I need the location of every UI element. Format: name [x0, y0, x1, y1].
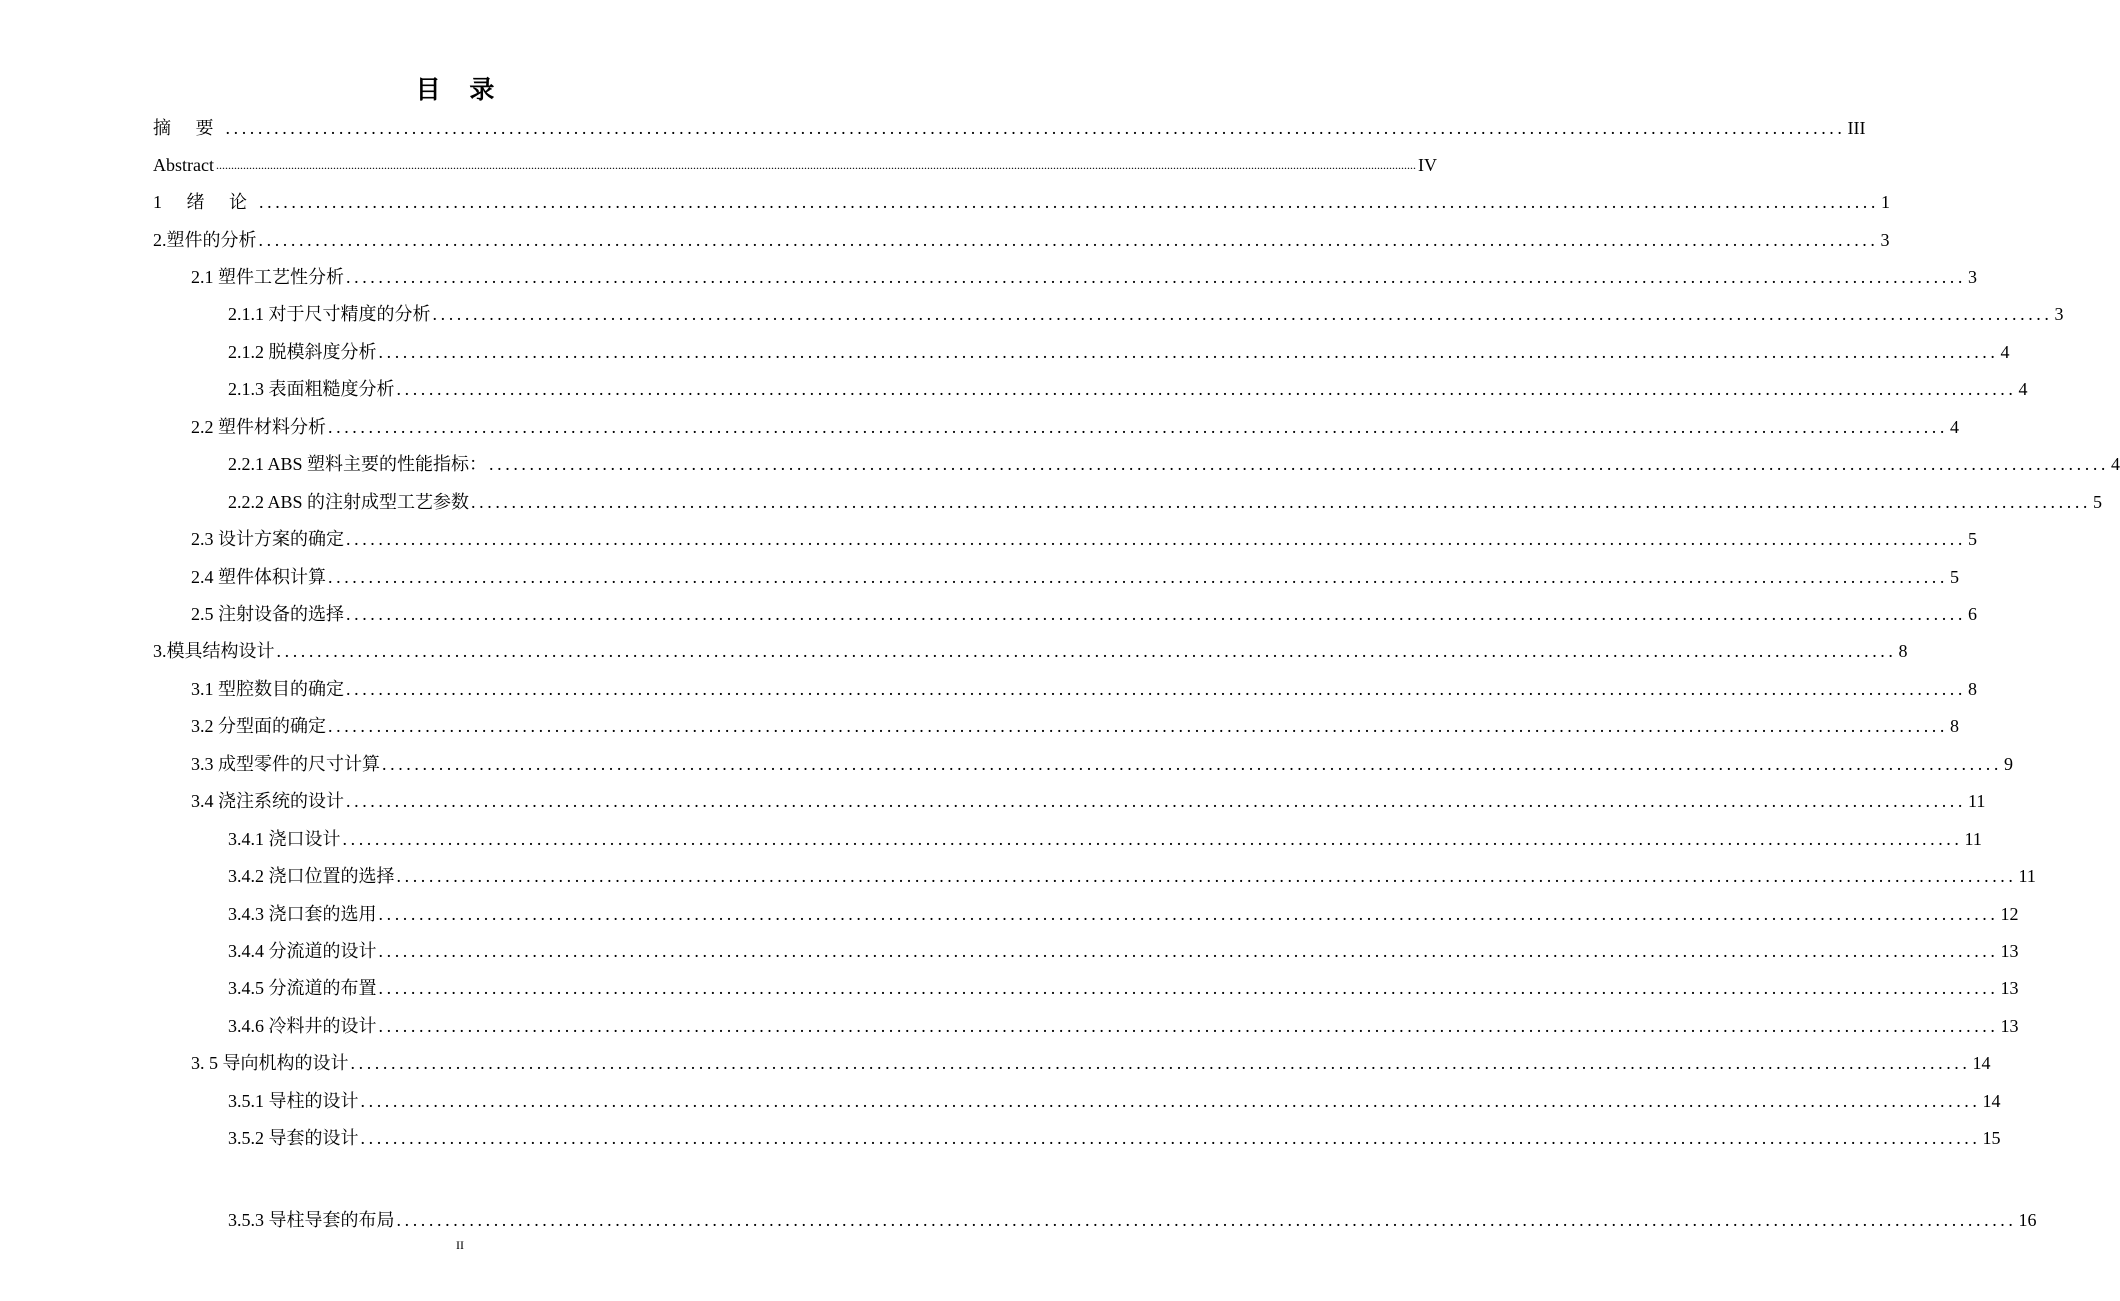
toc-leader-dots: ........................................................................................................................................................................................................ — [360, 1128, 1981, 1148]
toc-leader-dots: ........................................................................................................................................................................................................ — [396, 1210, 2017, 1230]
toc-entry[interactable] — [228, 971, 2019, 999]
toc-entry-page: 14 — [1982, 1091, 2001, 1111]
toc-entry-label: 3.1 型腔数目的确定 — [191, 679, 344, 699]
toc-entry-page: 6 — [1968, 604, 1977, 624]
page-title: 目 录 — [415, 75, 505, 104]
toc-entry-label: 3.5.3 导柱导套的布局 — [228, 1210, 395, 1230]
toc-leader-dots: ........................................................................................................................................................................................................ — [432, 304, 2053, 324]
toc-entry-page: 4 — [2111, 454, 2120, 474]
toc-entry[interactable] — [191, 560, 1959, 588]
toc-entry[interactable] — [228, 1121, 2001, 1149]
toc-leader-dots: ........................................................................................................................................................................................................ — [346, 267, 1966, 287]
toc-leader-dots: ........................................................................................................................................................................................................ — [258, 230, 1879, 250]
toc-leader-dots: ................................................................................................................................................................................................................................................................................................................................................................................................................ — [215, 158, 1416, 172]
toc-entry-page: 5 — [2093, 492, 2103, 512]
toc-entry-label: 2.1.2 脱模斜度分析 — [228, 342, 377, 362]
toc-leader-dots: ........................................................................................................................................................................................................ — [328, 567, 1948, 587]
toc-entry[interactable] — [228, 1009, 2019, 1037]
toc-leader-dots: ........................................................................................................................................................................................................ — [328, 417, 1948, 437]
toc-entry[interactable] — [191, 784, 1986, 812]
toc-leader-dots: ........................................................................................................................................................................................................ — [350, 1053, 1971, 1073]
toc-leader-dots: ........................................................................................................................................................................................................ — [378, 342, 1999, 362]
toc-entry-label: 3.模具结构设计 — [153, 641, 275, 661]
toc-entry-label: 3.4.5 分流道的布置 — [228, 978, 377, 998]
toc-entry-label: 3.5.2 导套的设计 — [228, 1128, 359, 1148]
toc-entry-page: 5 — [1950, 567, 1959, 587]
toc-entry-label: 1 绪 论 — [153, 192, 257, 212]
toc-leader-dots: ........................................................................................................................................................................................................ — [276, 641, 1897, 661]
toc-entry-page: 5 — [1968, 529, 1977, 549]
toc-entry-page: 4 — [2018, 379, 2028, 399]
toc-entry-label: 2.2.1 ABS 塑料主要的性能指标： — [228, 454, 488, 474]
toc-entry-label: 3.4.2 浇口位置的选择 — [228, 866, 395, 886]
toc-leader-dots: ........................................................................................................................................................................................................ — [259, 192, 1879, 212]
toc-leader-dots: ........................................................................................................................................................................................................ — [396, 866, 2017, 886]
toc-leader-dots: ........................................................................................................................................................................................................ — [346, 791, 1966, 811]
toc-entry[interactable] — [191, 709, 1959, 737]
toc-entry[interactable] — [153, 223, 1890, 251]
toc-leader-dots: ........................................................................................................................................................................................................ — [225, 118, 1846, 138]
toc-entry[interactable] — [228, 897, 2019, 925]
toc-entry[interactable] — [191, 747, 2013, 775]
toc-entry-page: 13 — [2000, 941, 2019, 961]
toc-entry-page: 3 — [2054, 304, 2064, 324]
toc-entry-page: 13 — [2000, 1016, 2019, 1036]
toc-entry-label: 2.3 设计方案的确定 — [191, 529, 344, 549]
toc-entry-label: 3. 5 导向机构的设计 — [191, 1053, 349, 1073]
toc-entry[interactable] — [191, 597, 1977, 625]
toc-entry-label: 2.5 注射设备的选择 — [191, 604, 344, 624]
toc-entry-page: 16 — [2018, 1210, 2037, 1230]
toc-entry-label: 2.1.1 对于尺寸精度的分析 — [228, 304, 431, 324]
toc-entry-page: 9 — [2004, 754, 2013, 774]
toc-entry[interactable] — [228, 372, 2028, 400]
toc-leader-dots: ........................................................................................................................................................................................................ — [396, 379, 2017, 399]
toc-leader-dots: ........................................................................................................................................................................................................ — [328, 716, 1948, 736]
toc-entry-label: 3.4.1 浇口设计 — [228, 829, 341, 849]
toc-entry-page: 1 — [1881, 192, 1890, 212]
toc-entry-label: 3.4.3 浇口套的选用 — [228, 904, 377, 924]
toc-entry-page: 11 — [1964, 829, 1982, 849]
toc-leader-dots: ........................................................................................................................................................................................................ — [346, 529, 1966, 549]
toc-entry[interactable] — [228, 822, 1982, 850]
toc-entry[interactable] — [228, 859, 2036, 887]
toc-entry-page: III — [1847, 118, 1866, 138]
toc-leader-dots: ........................................................................................................................................................................................................ — [382, 754, 2002, 774]
toc-entry-page: 15 — [1982, 1128, 2001, 1148]
toc-entry-label: 2.塑件的分析 — [153, 230, 257, 250]
toc-entry[interactable] — [191, 260, 1977, 288]
toc-entry-label: 3.3 成型零件的尺寸计算 — [191, 754, 380, 774]
toc-entry-label: 2.2 塑件材料分析 — [191, 417, 326, 437]
toc-entry-label: 2.2.2 ABS 的注射成型工艺参数 — [228, 492, 470, 512]
toc-entry[interactable] — [228, 1203, 2037, 1231]
toc-entry-page: 3 — [1880, 230, 1890, 250]
toc-leader-dots: ........................................................................................................................................................................................................ — [360, 1091, 1981, 1111]
toc-entry-label: 3.4 浇注系统的设计 — [191, 791, 344, 811]
toc-entry[interactable] — [228, 447, 2120, 475]
toc-entry-page: 11 — [2018, 866, 2036, 886]
toc-entry-page: 4 — [2000, 342, 2010, 362]
toc-entry[interactable] — [153, 185, 1890, 213]
toc-entry-label: 摘 要 — [153, 118, 224, 138]
toc-entry-label: 3.2 分型面的确定 — [191, 716, 326, 736]
toc-entry-page: 3 — [1968, 267, 1977, 287]
toc-entry[interactable] — [191, 1046, 1991, 1074]
toc-entry[interactable] — [228, 934, 2019, 962]
toc-entry[interactable] — [191, 672, 1977, 700]
toc-entry-label: 2.1 塑件工艺性分析 — [191, 267, 344, 287]
toc-entry[interactable] — [228, 297, 2064, 325]
toc-entry-label: 2.4 塑件体积计算 — [191, 567, 326, 587]
page-number: II — [456, 1238, 464, 1252]
toc-entry[interactable] — [191, 410, 1959, 438]
toc-leader-dots: ........................................................................................................................................................................................................ — [378, 978, 1999, 998]
toc-entry-label: Abstract — [153, 155, 214, 175]
toc-entry[interactable] — [228, 485, 2103, 513]
toc-leader-dots: ........................................................................................................................................................................................................ — [342, 829, 1963, 849]
toc-entry-page: 12 — [2000, 904, 2019, 924]
toc-leader-dots: ........................................................................................................................................................................................................ — [378, 904, 1999, 924]
toc-leader-dots: ........................................................................................................................................................................................................ — [346, 679, 1966, 699]
toc-entry-page: 8 — [1898, 641, 1908, 661]
toc-entry-page: 8 — [1950, 716, 1959, 736]
toc-entry-page: 8 — [1968, 679, 1977, 699]
toc-entry[interactable] — [153, 111, 1866, 139]
toc-entry[interactable] — [228, 1084, 2001, 1112]
toc-entry-page: IV — [1417, 155, 1437, 175]
toc-leader-dots: ........................................................................................................................................................................................................ — [489, 454, 2110, 474]
toc-entry-label: 3.4.4 分流道的设计 — [228, 941, 377, 961]
toc-leader-dots: ........................................................................................................................................................................................................ — [378, 1016, 1999, 1036]
toc-entry-label: 3.5.1 导柱的设计 — [228, 1091, 359, 1111]
toc-entry-label: 2.1.3 表面粗糙度分析 — [228, 379, 395, 399]
toc-entry-page: 13 — [2000, 978, 2019, 998]
toc-entry-label: 3.4.6 冷料井的设计 — [228, 1016, 377, 1036]
toc-entry[interactable] — [228, 335, 2010, 363]
toc-entry-page: 14 — [1972, 1053, 1991, 1073]
toc-entry[interactable] — [153, 148, 1437, 176]
toc-entry-page: 4 — [1950, 417, 1959, 437]
toc-leader-dots: ........................................................................................................................................................................................................ — [471, 492, 2092, 512]
toc-entry[interactable] — [153, 634, 1908, 662]
toc-leader-dots: ........................................................................................................................................................................................................ — [346, 604, 1966, 624]
toc-entry-page: 11 — [1968, 791, 1986, 811]
toc-leader-dots: ........................................................................................................................................................................................................ — [378, 941, 1999, 961]
toc-entry[interactable] — [191, 522, 1977, 550]
